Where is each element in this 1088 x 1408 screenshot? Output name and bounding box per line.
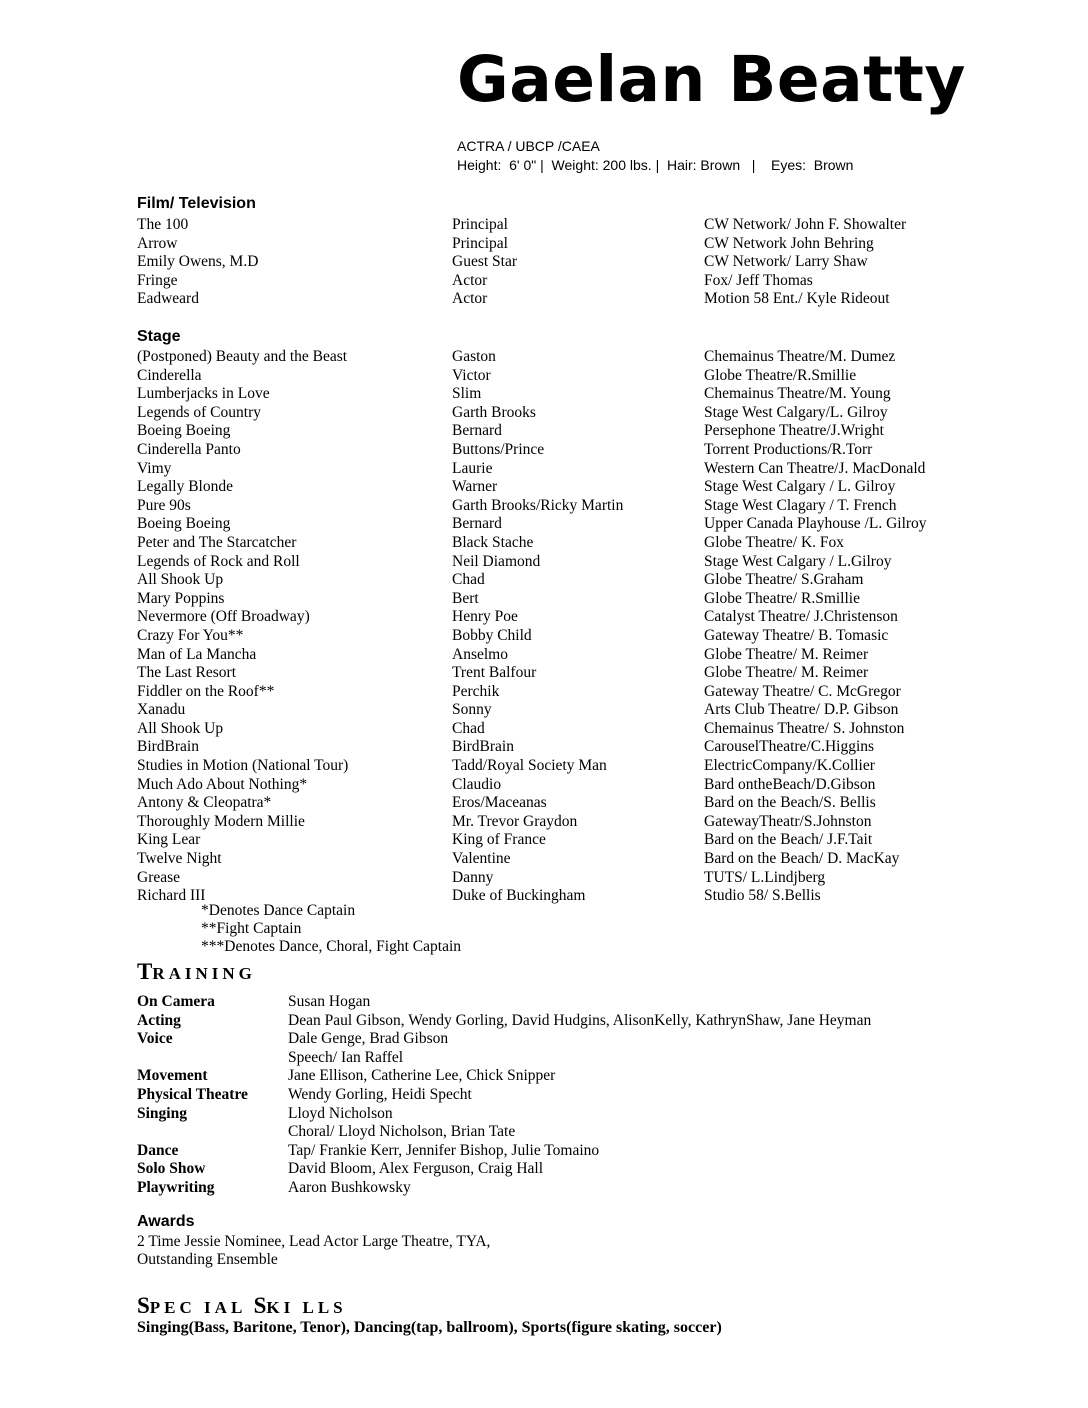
- credit-role: Bernard: [452, 515, 502, 533]
- training-row: [137, 1049, 1037, 1068]
- training-category: Dance: [137, 1141, 179, 1159]
- awards-text: [137, 1233, 490, 1269]
- special-skills-text: Singing(Bass, Baritone, Tenor), Dancing(tap, ballroom), Sports(figure skating, soccer): [137, 1319, 722, 1336]
- credit-row: [137, 813, 1037, 832]
- credit-role: Perchik: [452, 682, 500, 700]
- credit-role: Eros/Maceanas: [452, 794, 547, 812]
- credit-row: [137, 441, 1037, 460]
- credit-title: Emily Owens, M.D: [137, 253, 259, 271]
- credit-row: [137, 869, 1037, 888]
- credit-title: Cinderella: [137, 366, 202, 384]
- credit-title: Nevermore (Off Broadway): [137, 608, 310, 626]
- credit-title: Eadweard: [137, 290, 199, 308]
- credit-company: ElectricCompany/K.Collier: [704, 757, 875, 775]
- training-row: [137, 1030, 1037, 1049]
- credit-title: Twelve Night: [137, 850, 222, 868]
- credit-row: [137, 272, 1037, 291]
- credit-row: [137, 253, 1037, 272]
- training-row: [137, 1105, 1037, 1124]
- dance-captain-note: *Denotes Dance Captain: [201, 902, 356, 919]
- credit-title: Legends of Country: [137, 403, 261, 421]
- credit-row: [137, 534, 1037, 553]
- credit-title: Xanadu: [137, 701, 186, 719]
- credit-row: [137, 460, 1037, 479]
- training-instructors: Speech/ Ian Raffel: [288, 1048, 404, 1066]
- credit-row: [137, 590, 1037, 609]
- credit-title: Arrow: [137, 234, 178, 252]
- skills-heading-rest-1: PEC IAL: [149, 1298, 254, 1317]
- credit-row: [137, 497, 1037, 516]
- credit-role: Valentine: [452, 850, 511, 868]
- training-instructors: Wendy Gorling, Heidi Specht: [288, 1085, 472, 1103]
- training-instructors: Lloyd Nicholson: [288, 1104, 393, 1122]
- credit-title: The Last Resort: [137, 664, 237, 682]
- credit-title: Boeing Boeing: [137, 515, 231, 533]
- credit-company: Globe Theatre/ R.Smillie: [704, 589, 860, 607]
- credit-company: Globe Theatre/ K. Fox: [704, 533, 845, 551]
- credit-company: Globe Theatre/ M. Reimer: [704, 645, 869, 663]
- credit-role: Duke of Buckingham: [452, 887, 586, 905]
- credit-company: Globe Theatre/ M. Reimer: [704, 664, 869, 682]
- credit-title: All Shook Up: [137, 719, 224, 737]
- credit-row: [137, 794, 1037, 813]
- credit-role: Claudio: [452, 775, 502, 793]
- credit-row: [137, 422, 1037, 441]
- credit-row: [137, 290, 1037, 309]
- credit-role: Trent Balfour: [452, 664, 537, 682]
- credit-company: Studio 58/ S.Bellis: [704, 887, 821, 905]
- training-category: On Camera: [137, 993, 215, 1010]
- credit-row: [137, 646, 1037, 665]
- training-instructors: David Bloom, Alex Ferguson, Craig Hall: [288, 1160, 544, 1178]
- credit-title: All Shook Up: [137, 571, 224, 589]
- credit-title: BirdBrain: [137, 738, 199, 756]
- credit-title: Cinderella Panto: [137, 440, 241, 458]
- skills-heading-cap-1: S: [137, 1293, 150, 1318]
- training-instructors: Choral/ Lloyd Nicholson, Brian Tate: [288, 1123, 516, 1141]
- credit-row: [137, 664, 1037, 683]
- credit-role: Danny: [452, 868, 494, 886]
- training-heading: [137, 960, 256, 983]
- film-tv-heading: Film/ Television: [137, 195, 256, 212]
- credit-role: Bernard: [452, 422, 502, 440]
- stage-heading: Stage: [137, 328, 181, 345]
- credit-company: Bard on the Beach/S. Bellis: [704, 794, 876, 812]
- credit-role: Bert: [452, 589, 479, 607]
- credit-row: [137, 627, 1037, 646]
- training-row: [137, 1067, 1037, 1086]
- credit-role: Laurie: [452, 459, 493, 477]
- training-row: [137, 1086, 1037, 1105]
- credit-role: Gaston: [452, 348, 496, 365]
- credit-title: Vimy: [137, 459, 172, 477]
- credit-company: Gateway Theatre/ C. McGregor: [704, 682, 901, 700]
- stage-credits: [137, 348, 1037, 906]
- training-instructors: Aaron Bushkowsky: [288, 1178, 411, 1196]
- credit-title: Fiddler on the Roof**: [137, 682, 275, 700]
- awards-line-2: Outstanding Ensemble: [137, 1251, 278, 1268]
- credit-role: Tadd/Royal Society Man: [452, 757, 607, 775]
- training-row: [137, 1142, 1037, 1161]
- all-captain-note: ***Denotes Dance, Choral, Fight Captain: [201, 938, 462, 955]
- training-category: Movement: [137, 1067, 208, 1085]
- credit-company: Torrent Productions/R.Torr: [704, 440, 873, 458]
- credit-role: BirdBrain: [452, 738, 514, 756]
- credit-role: Buttons/Prince: [452, 440, 545, 458]
- credit-company: CarouselTheatre/C.Higgins: [704, 738, 875, 756]
- credit-company: Bard on the Beach/ J.F.Tait: [704, 831, 873, 849]
- credit-role: Neil Diamond: [452, 552, 541, 570]
- credit-role: Henry Poe: [452, 608, 518, 626]
- credit-row: [137, 235, 1037, 254]
- credit-company: Stage West Calgary / L. Gilroy: [704, 478, 896, 496]
- credit-role: Bobby Child: [452, 626, 532, 644]
- credit-title: Much Ado About Nothing*: [137, 775, 308, 793]
- training-instructors: Jane Ellison, Catherine Lee, Chick Snipper: [288, 1067, 556, 1085]
- credit-company: Arts Club Theatre/ D.P. Gibson: [704, 701, 899, 719]
- credit-role: Principal: [452, 234, 508, 252]
- credit-title: Studies in Motion (National Tour): [137, 757, 349, 775]
- credit-row: [137, 216, 1037, 235]
- credit-row: [137, 738, 1037, 757]
- credit-company: Western Can Theatre/J. MacDonald: [704, 459, 926, 477]
- credit-role: Anselmo: [452, 645, 508, 663]
- credit-row: [137, 776, 1037, 795]
- credit-role: Victor: [452, 366, 491, 384]
- credit-title: Antony & Cleopatra*: [137, 794, 272, 812]
- film-tv-credits: [137, 216, 1037, 309]
- credit-row: [137, 683, 1037, 702]
- awards-line-1: 2 Time Jessie Nominee, Lead Actor Large Theatre, TYA,: [137, 1233, 491, 1250]
- training-row: [137, 993, 1037, 1012]
- credit-role: Actor: [452, 290, 488, 308]
- credit-title: Fringe: [137, 271, 178, 289]
- credit-role: Actor: [452, 271, 488, 289]
- credit-role: Chad: [452, 571, 485, 589]
- training-heading-cap: T: [137, 959, 153, 984]
- union-affiliations: ACTRA / UBCP /CAEA: [457, 138, 600, 154]
- credit-row: [137, 701, 1037, 720]
- credit-title: Mary Poppins: [137, 589, 225, 607]
- credit-role: Garth Brooks: [452, 403, 536, 421]
- credit-row: [137, 478, 1037, 497]
- credit-row: [137, 757, 1037, 776]
- training-category: Solo Show: [137, 1160, 206, 1178]
- credit-company: TUTS/ L.Lindjberg: [704, 868, 826, 886]
- credit-role: Slim: [452, 385, 482, 403]
- credit-title: King Lear: [137, 831, 201, 849]
- credit-row: [137, 553, 1037, 572]
- credit-title: Crazy For You**: [137, 626, 244, 644]
- training-category: Acting: [137, 1011, 181, 1029]
- credit-row: [137, 608, 1037, 627]
- credit-row: [137, 348, 1037, 367]
- physical-stats: Height: 6' 0" | Weight: 200 lbs. | Hair: Brown | Eyes: Brown: [457, 157, 854, 173]
- training-row: [137, 1160, 1037, 1179]
- actor-name: Gaelan Beatty: [457, 43, 966, 116]
- credit-company: Stage West Calgary/L. Gilroy: [704, 403, 888, 421]
- credit-title: (Postponed) Beauty and the Beast: [137, 348, 348, 365]
- training-instructors: Susan Hogan: [288, 993, 371, 1010]
- credit-role: Guest Star: [452, 253, 518, 271]
- training-category: Voice: [137, 1030, 173, 1048]
- credit-company: Chemainus Theatre/M. Young: [704, 385, 891, 403]
- credit-company: Fox/ Jeff Thomas: [704, 271, 813, 289]
- credit-company: Persephone Theatre/J.Wright: [704, 422, 884, 440]
- credit-role: Principal: [452, 216, 508, 233]
- credit-company: CW Network/ John F. Showalter: [704, 216, 907, 233]
- training-row: [137, 1179, 1037, 1198]
- credit-row: [137, 385, 1037, 404]
- training-row: [137, 1123, 1037, 1142]
- fight-captain-note: **Fight Captain: [201, 920, 302, 937]
- credit-role: Black Stache: [452, 533, 534, 551]
- credit-company: Motion 58 Ent./ Kyle Rideout: [704, 290, 890, 308]
- awards-heading: Awards: [137, 1213, 195, 1230]
- special-skills-heading: [137, 1294, 347, 1317]
- training-list: [137, 993, 1037, 1198]
- credit-title: Pure 90s: [137, 496, 191, 514]
- credit-title: Legends of Rock and Roll: [137, 552, 300, 570]
- credit-role: Garth Brooks/Ricky Martin: [452, 496, 624, 514]
- credit-company: Stage West Clagary / T. French: [704, 496, 897, 514]
- credit-role: Chad: [452, 719, 485, 737]
- skills-heading-rest-2: KI LLS: [266, 1298, 347, 1317]
- credit-row: [137, 720, 1037, 739]
- credit-company: Catalyst Theatre/ J.Christenson: [704, 608, 898, 626]
- credit-row: [137, 404, 1037, 423]
- credit-title: Thoroughly Modern Millie: [137, 812, 305, 830]
- credit-title: The 100: [137, 216, 189, 233]
- credit-title: Boeing Boeing: [137, 422, 231, 440]
- credit-company: Globe Theatre/R.Smillie: [704, 366, 857, 384]
- credit-company: Chemainus Theatre/M. Dumez: [704, 348, 896, 365]
- credit-row: [137, 850, 1037, 869]
- credit-row: [137, 515, 1037, 534]
- credit-company: Upper Canada Playhouse /L. Gilroy: [704, 515, 927, 533]
- credit-row: [137, 367, 1037, 386]
- credit-company: CW Network/ Larry Shaw: [704, 253, 868, 271]
- credit-company: GatewayTheatr/S.Johnston: [704, 812, 872, 830]
- credit-company: Bard on the Beach/ D. MacKay: [704, 850, 900, 868]
- credit-row: [137, 831, 1037, 850]
- training-category: Playwriting: [137, 1178, 215, 1196]
- credit-role: King of France: [452, 831, 546, 849]
- credit-company: Stage West Calgary / L.Gilroy: [704, 552, 892, 570]
- training-instructors: Dale Genge, Brad Gibson: [288, 1030, 449, 1048]
- credit-company: Gateway Theatre/ B. Tomasic: [704, 626, 889, 644]
- credit-company: CW Network John Behring: [704, 234, 874, 252]
- credit-company: Chemainus Theatre/ S. Johnston: [704, 719, 905, 737]
- credit-title: Peter and The Starcatcher: [137, 533, 297, 551]
- training-instructors: Dean Paul Gibson, Wendy Gorling, David Hudgins, AlisonKelly, KathrynShaw, Jane Heyman: [288, 1011, 872, 1029]
- training-instructors: Tap/ Frankie Kerr, Jennifer Bishop, Julie Tomaino: [288, 1141, 600, 1159]
- training-row: [137, 1012, 1037, 1031]
- training-heading-rest: RAINING: [152, 964, 256, 983]
- credit-title: Man of La Mancha: [137, 645, 257, 663]
- credit-role: Mr. Trevor Graydon: [452, 812, 578, 830]
- skills-heading-cap-2: S: [253, 1293, 267, 1318]
- credit-company: Globe Theatre/ S.Graham: [704, 571, 864, 589]
- credit-title: Lumberjacks in Love: [137, 385, 270, 403]
- credit-row: [137, 571, 1037, 590]
- credit-role: Sonny: [452, 701, 492, 719]
- credit-title: Legally Blonde: [137, 478, 233, 496]
- credit-role: Warner: [452, 478, 498, 496]
- credit-title: Richard III: [137, 887, 206, 905]
- training-category: Singing: [137, 1104, 187, 1122]
- training-category: Physical Theatre: [137, 1085, 248, 1103]
- credit-company: Bard ontheBeach/D.Gibson: [704, 775, 876, 793]
- credit-title: Grease: [137, 868, 181, 886]
